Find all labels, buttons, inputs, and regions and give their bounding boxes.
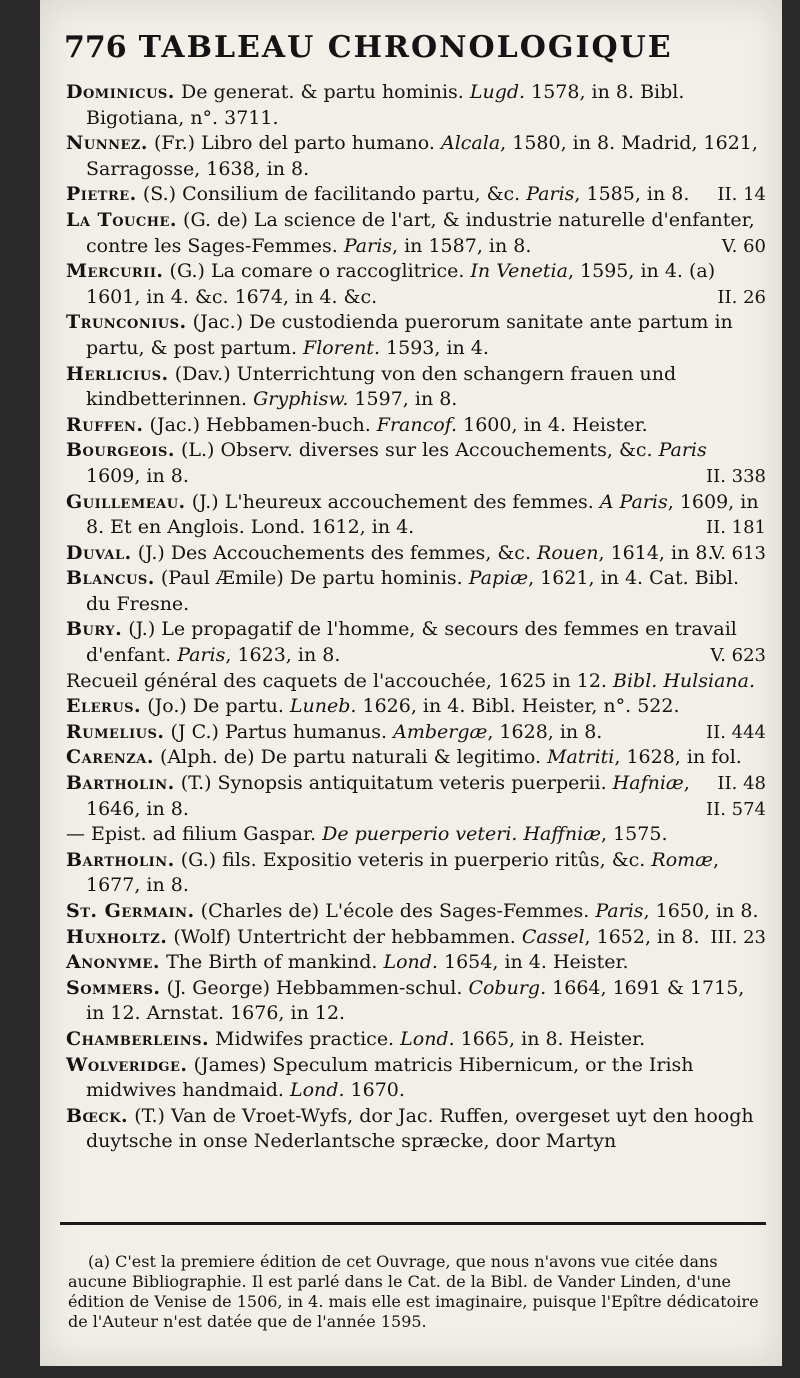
page-header — [64, 30, 764, 74]
entry-author: St. Germain. — [66, 900, 195, 922]
entry-text: (Paul Æmile) De partu hominis. — [154, 567, 469, 590]
entry-details: , 1646, in 8. — [86, 772, 690, 820]
entry-place: Cassel — [521, 925, 585, 948]
bibliography-entry — [66, 669, 766, 695]
bibliography-entry — [66, 310, 766, 361]
entry-text: — Epist. ad filium Gaspar. — [66, 823, 323, 846]
bibliography-entry — [66, 80, 766, 131]
entry-place: Florent. — [303, 336, 380, 359]
footnote-mark: (a) — [88, 1252, 111, 1271]
entry-text: (Dav.) Unterrichtung von den schangern frauen und kindbetterinnen. — [86, 362, 677, 411]
entry-text: Recueil général des caquets de l'accouchée, 1625 in 12. — [66, 669, 613, 692]
entry-text: (Fr.) Libro del parto humano. — [147, 132, 441, 155]
entry-reference: V. 623 — [710, 645, 766, 667]
entry-text: De generat. & partu hominis. — [174, 81, 470, 103]
entry-author: Bartholin. — [66, 848, 175, 871]
entry-details: 1597, in 8. — [348, 388, 458, 411]
entry-author: Pietre. — [66, 183, 137, 206]
entry-place: Bibl. Hulsiana. — [613, 669, 755, 692]
entry-author: Dominicus. — [66, 81, 175, 103]
bibliography-entry — [66, 259, 766, 310]
bibliography-entry — [66, 617, 766, 668]
entry-reference: II. 444 — [705, 721, 766, 743]
bibliography-entry — [66, 438, 766, 489]
entry-details: , 1621, in 4. Cat. Bibl. du Fresne. — [86, 567, 740, 615]
book-page — [40, 0, 782, 1366]
entry-place: Gryphisw. — [253, 388, 349, 411]
entry-place: Alcala — [440, 132, 501, 155]
entry-text: (J C.) Partus humanus. — [164, 720, 394, 743]
entry-details: 1626, in 4. Bibl. Heister, n°. 522. — [356, 695, 680, 718]
bibliography-entry — [66, 413, 766, 439]
entry-text: (J.) Des Accouchements des femmes, &c. — [131, 541, 538, 564]
entry-text: (T.) Synopsis antiquitatum veteris puerperii. — [174, 772, 613, 795]
entry-details: , 1677, in 8. — [86, 848, 720, 897]
entry-author: Carenza. — [66, 746, 154, 769]
entry-author: Bartholin. — [66, 772, 175, 795]
entry-details: , 1595, in 4. (a) 1601, in 4. &c. 1674, in 4. &c. — [86, 260, 716, 308]
entry-details: 1600, in 4. Heister. — [457, 413, 648, 436]
entry-place: Lond. — [383, 951, 438, 974]
bibliography-entry — [66, 822, 766, 848]
entry-author: Nunnez. — [66, 132, 148, 155]
entry-place: Romæ — [651, 848, 714, 871]
entry-reference: II. 48 — [717, 773, 766, 795]
footnote — [68, 1252, 768, 1332]
entry-text: (Jac.) De custodienda puerorum sanitate ante partum in partu, & post partum. — [86, 311, 733, 359]
entry-author: Rumelius. — [66, 720, 165, 743]
entry-details: , 1628, in 8. — [487, 720, 603, 743]
entry-author: Elerus. — [66, 695, 142, 718]
bibliography-entry — [66, 490, 766, 541]
entry-place: In Venetia — [470, 260, 568, 283]
entry-place: Paris — [526, 183, 575, 206]
entry-place: Paris — [595, 900, 644, 922]
entry-author: La Touche. — [66, 208, 178, 231]
entry-reference: II. 14 — [717, 184, 766, 206]
entry-author: Anonyme. — [66, 951, 161, 974]
entry-text: (T.) Van de Vroet-Wyfs, dor Jac. Ruffen, overgeset uyt den hoogh duytsche in onse Nederlantsche spræcke, door Martyn — [86, 1104, 754, 1153]
entry-place: Lugd. — [469, 81, 526, 103]
bibliography-entry — [66, 1053, 766, 1104]
entry-text: (Jo.) De partu. — [141, 695, 290, 718]
bibliography-entry — [66, 925, 766, 951]
entry-place: Hafniæ — [612, 772, 684, 795]
bibliography-entry — [66, 950, 766, 976]
entry-details: , 1614, in 8. — [598, 541, 714, 564]
entry-author: Chamberleins. — [66, 1027, 210, 1050]
entry-details: , 1575. — [601, 823, 668, 846]
entry-details: , 1650, in 8. — [643, 900, 759, 922]
entry-place: Paris — [658, 439, 707, 462]
entry-place: Rouen — [537, 541, 599, 564]
entry-reference: II. 338 — [705, 465, 766, 487]
entry-place: Lond. — [290, 1079, 345, 1102]
page-number: 776 — [64, 30, 127, 65]
entry-author: Blancus. — [66, 567, 155, 590]
entry-text: Midwifes practice. — [209, 1027, 401, 1050]
entry-reference: V. 60 — [721, 235, 766, 257]
entry-text: The Birth of mankind. — [160, 951, 384, 974]
entry-place: De puerperio veteri. Haffniæ — [322, 823, 602, 846]
entry-details: , 1585, in 8. — [574, 183, 690, 206]
entry-place: Luneb. — [289, 695, 357, 718]
entry-text: (J.) Le propagatif de l'homme, & secours des femmes en travail d'enfant. — [86, 618, 737, 667]
entry-place: Matriti — [547, 746, 615, 769]
entry-details: 1578, in 8. Bibl. Bigotiana, n°. 3711. — [86, 81, 685, 129]
entry-author: Duval. — [66, 541, 132, 564]
bibliography-entry — [66, 566, 766, 617]
entry-author: Mercurii. — [66, 260, 164, 283]
entry-details: , 1609, in 8. Et en Anglois. Lond. 1612, in 4. — [86, 490, 759, 539]
entry-author: Huxholtz. — [66, 925, 168, 948]
entry-place: Paris — [343, 234, 393, 257]
entry-reference: III. 23 — [710, 926, 766, 948]
entry-text: (G.) La comare o raccoglitrice. — [163, 260, 471, 283]
entry-reference: V. 613 — [710, 542, 766, 564]
entry-details: , in 1587, in 8. — [392, 234, 532, 257]
entry-text: (J. George) Hebbammen-schul. — [160, 976, 469, 999]
bibliography-entry — [66, 182, 766, 208]
entry-details: 1665, in 8. Heister. — [454, 1027, 646, 1050]
bibliography-entry — [66, 771, 766, 822]
bibliography-entry — [66, 720, 766, 746]
bibliography-entry — [66, 208, 766, 259]
entry-details: , 1623, in 8. — [225, 644, 341, 667]
entry-list — [66, 80, 766, 1155]
bibliography-entry — [66, 362, 766, 413]
entry-details: , 1580, in 8. Madrid, 1621, Sarragosse, 1638, in 8. — [86, 132, 758, 180]
bibliography-entry — [66, 541, 766, 567]
entry-details: , 1628, in fol. — [614, 746, 742, 769]
entry-author: Ruffen. — [66, 413, 144, 436]
footnote-rule — [60, 1222, 766, 1225]
entry-place: Ambergæ — [393, 720, 488, 743]
bibliography-entry — [66, 1104, 766, 1155]
entry-reference: II. 26 — [717, 286, 766, 308]
entry-text: (Alph. de) De partu naturali & legitimo. — [154, 746, 548, 769]
entry-place: Francof. — [376, 413, 458, 436]
entry-text: (Wolf) Untertricht der hebbammen. — [167, 925, 522, 948]
entry-author: Sommers. — [66, 976, 161, 999]
entry-reference: II. 574 — [705, 798, 766, 820]
entry-author: Bœck. — [66, 1104, 129, 1127]
bibliography-entry — [66, 848, 766, 899]
entry-author: Herlicius. — [66, 362, 169, 385]
entry-details: 1670. — [344, 1079, 405, 1102]
entry-text: (J.) L'heureux accouchement des femmes. — [185, 490, 600, 513]
entry-details: 1664, 1691 & 1715, in 12. Arnstat. 1676, in 12. — [86, 976, 745, 1025]
bibliography-entry — [66, 899, 766, 925]
entry-author: Wolveridge. — [66, 1053, 188, 1076]
entry-place: Paris — [177, 644, 226, 667]
bibliography-entry — [66, 694, 766, 720]
entry-text: (S.) Consilium de facilitando partu, &c. — [136, 183, 527, 206]
entry-place: Lond. — [400, 1027, 455, 1050]
entry-details: 1654, in 4. Heister. — [437, 951, 629, 974]
entry-text: (G.) fils. Expositio veteris in puerperio ritûs, &c. — [174, 848, 652, 871]
entry-place: A Paris — [599, 490, 668, 513]
entry-text: (L.) Observ. diverses sur les Accouchements, &c. — [174, 439, 659, 462]
bibliography-entry — [66, 131, 766, 182]
entry-reference: II. 181 — [705, 517, 766, 539]
page-title: TABLEAU CHRONOLOGIQUE — [138, 30, 673, 65]
entry-text: (G. de) La science de l'art, & industrie naturelle d'enfanter, contre les Sages-Femmes. — [86, 208, 755, 257]
entry-author: Bury. — [66, 618, 123, 641]
entry-text: (James) Speculum matricis Hibernicum, or the Irish midwives handmaid. — [86, 1053, 694, 1102]
bibliography-entry — [66, 1027, 766, 1053]
entry-place: Papiæ — [468, 567, 529, 590]
entry-text: (Charles de) L'école des Sages-Femmes. — [194, 900, 596, 922]
entry-text: (Jac.) Hebbamen-buch. — [143, 413, 377, 436]
bibliography-entry — [66, 976, 766, 1027]
entry-author: Trunconius. — [66, 311, 187, 334]
entry-author: Bourgeois. — [66, 439, 175, 462]
entry-details: , 1652, in 8. — [584, 925, 700, 948]
entry-author: Guillemeau. — [66, 490, 186, 513]
footnote-text: C'est la premiere édition de cet Ouvrage, que nous n'avons vue citée dans aucune Bibliographie. Il est parlé dans le Cat. de la Bibl. de Vander Linden, d'une édition de Venise de 1506, in 4. mais elle est imaginaire, puisque l'Epître dédicatoire de l'Auteur n'est datée que de l'année 1595. — [68, 1252, 759, 1331]
entry-details: 1593, in 4. — [379, 336, 489, 359]
entry-place: Coburg. — [468, 976, 547, 999]
entry-details: 1609, in 8. — [86, 464, 189, 487]
